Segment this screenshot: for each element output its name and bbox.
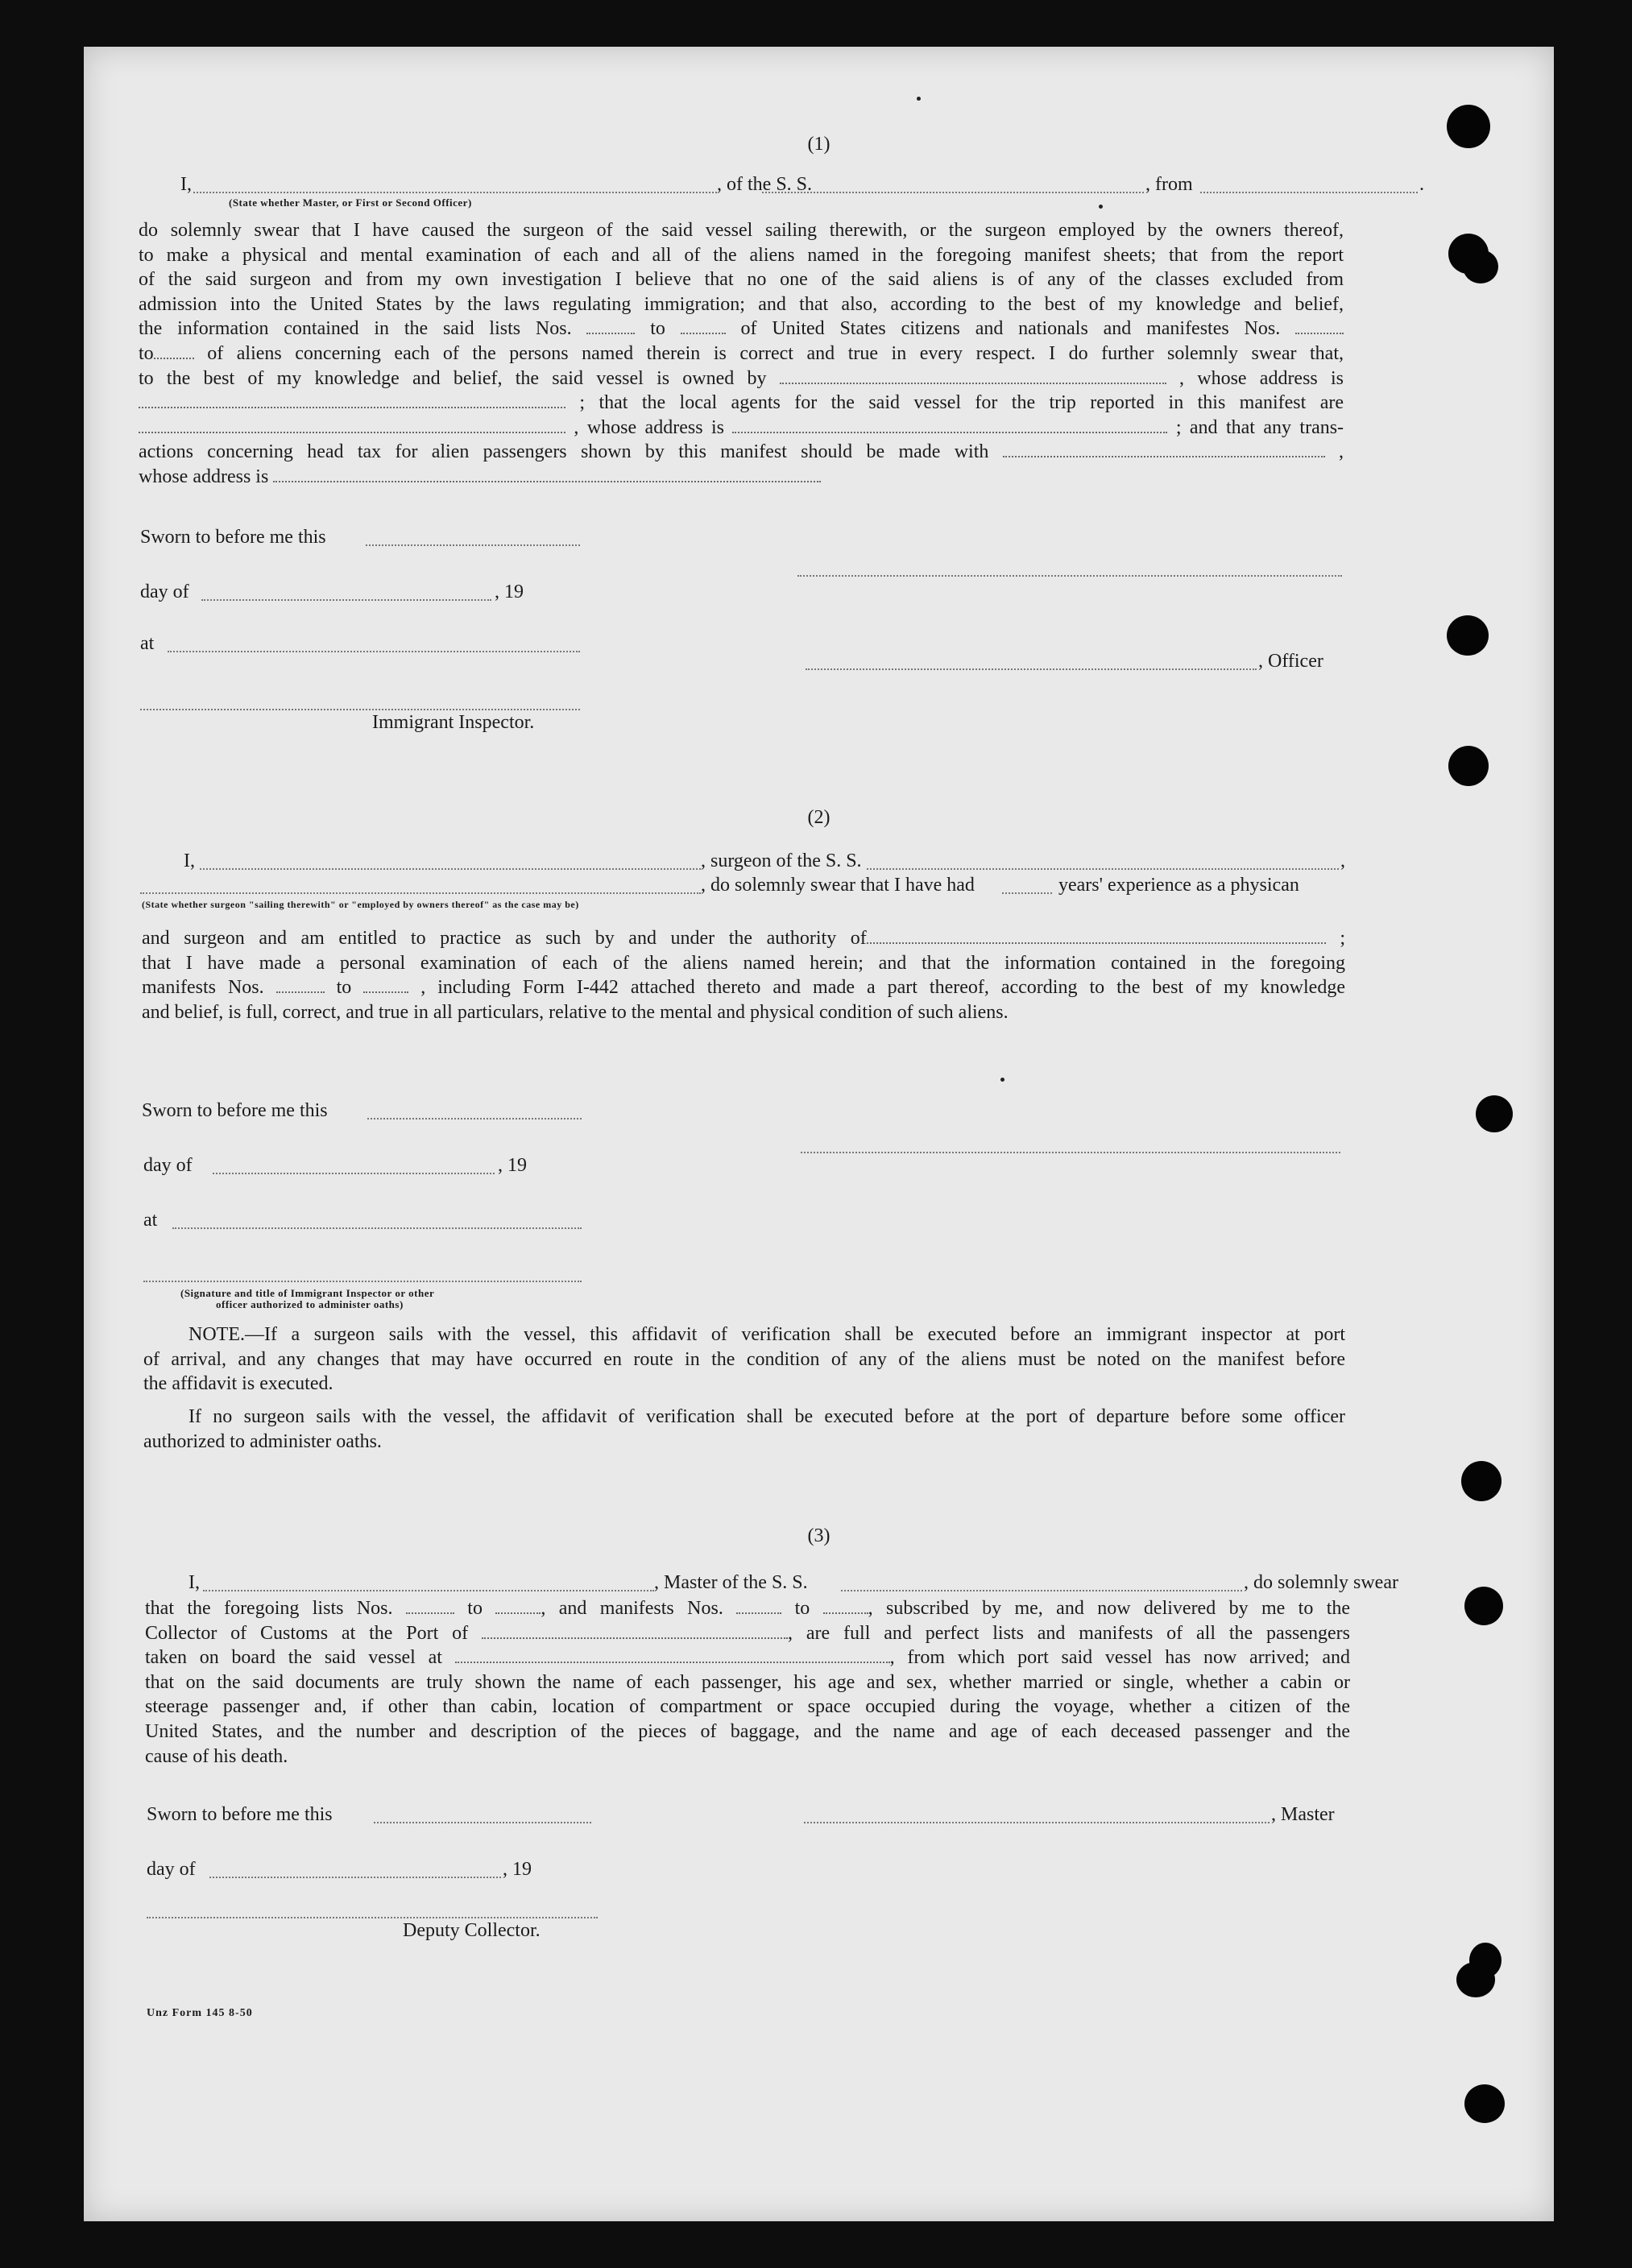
text-seg: to [794,1598,810,1619]
officer-label: , Officer [1258,651,1323,672]
text-seg: , including Form I-442 attached thereto and made a part thereof, according to the best of my knowledge [420,977,1345,999]
at-place-field[interactable] [172,1226,582,1229]
manifest-to-field[interactable] [823,1598,868,1614]
oath-intro-I: I, [180,174,192,195]
text-seg: , whose address is [574,416,724,438]
port-field[interactable] [482,1623,788,1639]
sworn-label: Sworn to before me this [142,1100,328,1121]
list-from-field[interactable] [406,1598,454,1614]
text-line: cause of his death. [145,1745,288,1767]
text-line: that on the said documents are truly shown the name of each passenger, his age and sex, whether married or single, whether a cabin or [145,1671,1350,1693]
of-the-ss-label: , of the S. S. [717,174,813,195]
master-signature-line[interactable] [804,1820,1270,1823]
oath-paragraph-2 [142,926,1345,1024]
text-seg: to [467,1598,483,1619]
manifest-affidavit-page [84,47,1554,2221]
vessel-name-field[interactable] [762,190,1144,193]
text-line [142,975,1345,1000]
surgeon-type-field[interactable] [140,891,701,894]
binder-hole [1464,1587,1503,1625]
year-label: , 19 [495,581,524,602]
text-line: of the said surgeon and from my own investigation I believe that no one of the said aliens is of any of the classes excluded from [139,269,1344,291]
binder-hole [1461,1461,1502,1501]
sworn-date-field[interactable] [367,1116,582,1120]
list-to-field[interactable] [681,318,726,334]
years-field[interactable] [1002,891,1052,894]
text-seg: to [650,318,665,340]
text-seg: Collector of Customs at the Port of [145,1622,469,1644]
master-name-field[interactable] [193,190,717,193]
text-seg: and surgeon and am entitled to practice as such by and under the authority of [142,928,867,949]
from-port-field[interactable] [1200,190,1418,193]
text-seg: that the foregoing lists Nos. [145,1598,393,1619]
sworn-label: Sworn to before me this [140,527,326,548]
manifest-from-field[interactable] [736,1598,781,1614]
oath-intro-I: I, [188,1572,200,1593]
text-line: the affidavit is executed. [143,1373,333,1395]
owner-field[interactable] [780,368,1166,384]
text-seg: actions concerning head tax for alien passengers shown by this manifest should be made with [139,441,989,463]
collector-signature-line[interactable] [147,1915,598,1918]
ink-speck [1000,1078,1004,1082]
sworn-date-field[interactable] [366,543,580,546]
surgeon-caption: (State whether surgeon "sailing therewith" or "employed by owners thereof" as the case may be) [142,899,579,910]
sworn-label: Sworn to before me this [147,1804,333,1825]
officer-signature-line[interactable] [797,573,1342,577]
text-seg: to [139,342,154,364]
text-line: and belief, is full, correct, and true in all particulars, relative to the mental and physical condition of such aliens. [142,1001,1009,1023]
text-line: that I have made a personal examination of each of the aliens named herein; and that the information contained in the foregoing [142,952,1345,974]
text-line [145,1596,1350,1621]
manifest-to-field[interactable] [154,343,194,359]
binder-hole [1456,1962,1495,1997]
text-line: authorized to administer oaths. [143,1430,382,1452]
text-line [145,1645,1350,1670]
vessel-name-field[interactable] [867,867,1339,870]
text-line [139,341,1344,366]
physician-label: years' experience as a physican [1058,875,1299,896]
text-seg: of United States citizens and nationals and manifestes Nos. [740,318,1281,340]
list-from-field[interactable] [586,318,635,334]
text-seg: , and manifests Nos. [541,1598,723,1619]
ink-speck [1099,205,1103,209]
text-line: of arrival, and any changes that may have occurred en route in the condition of any of the aliens must be noted on the manifest before [143,1348,1345,1370]
list-to-field[interactable] [495,1598,541,1614]
boarding-port-field[interactable] [455,1647,890,1663]
local-agents-field[interactable] [139,417,565,433]
month-field[interactable] [213,1171,495,1174]
binder-hole [1447,615,1489,656]
text-line [139,317,1344,341]
text-line: do solemnly swear that I have caused the surgeon of the said vessel sailing therewith, or the surgeon employed by the owners thereof, [139,220,1344,241]
at-place-field[interactable] [168,649,580,652]
master-of-ss-label: , Master of the S. S. [654,1572,808,1593]
text-seg: ; and that any trans- [1175,416,1344,438]
text-seg: , subscribed by me, and now delivered by me to the [868,1598,1351,1619]
note-paragraph-2 [143,1405,1345,1454]
ink-speck [917,97,921,101]
month-field[interactable] [201,598,491,601]
text-seg: , whose address is [1179,367,1344,389]
master-name-field[interactable] [203,1588,654,1591]
text-line: NOTE.—If a surgeon sails with the vessel, this affidavit of verification shall be executed before an immigrant inspector at port [188,1324,1345,1345]
text-seg: to the best of my knowledge and belief, the said vessel is owned by [139,367,767,389]
text-line: admission into the United States by the laws regulating immigration; and that also, according to the best of my knowledge and belief, [139,293,1344,315]
text-line [145,1621,1350,1646]
line-end: . [1419,174,1424,195]
section-number: (1) [807,134,830,155]
swear-years-label: , do solemnly swear that I have had [701,875,975,896]
text-seg: , from which port said vessel has now arrived; and [889,1647,1351,1669]
text-line: If no surgeon sails with the vessel, the affidavit of verification shall be executed before at the port of departure before some officer [188,1406,1345,1427]
day-of-label: day of [140,581,189,602]
day-of-label: day of [143,1155,193,1176]
binder-hole [1448,746,1489,786]
text-line [139,391,1344,416]
master-caption: (State whether Master, or First or Second Officer) [229,197,472,209]
month-field[interactable] [209,1875,501,1878]
collector-label: Deputy Collector. [403,1920,541,1941]
text-seg: ; that the local agents for the said vessel for the trip reported in this manifest are [579,392,1344,414]
note-paragraph [143,1322,1345,1397]
text-line [142,926,1345,951]
vessel-name-field[interactable] [841,1588,1242,1591]
year-label: , 19 [503,1859,532,1880]
manifest-from-field[interactable] [276,977,325,993]
signature-caption: (Signature and title of Immigrant Inspector or other [180,1287,435,1299]
from-label: , from [1145,174,1193,195]
officer-name-line[interactable] [806,667,1257,670]
text-line [139,465,1344,490]
surgeon-signature-line[interactable] [801,1150,1340,1153]
inspector-signature-line[interactable] [143,1279,582,1282]
binder-hole [1464,2084,1505,2123]
text-line [139,440,1344,465]
text-seg: of aliens concerning each of the persons named therein is correct and true in every respect. I do further solemnly swear that, [207,342,1344,364]
binder-hole [1463,250,1498,284]
text-seg: manifests Nos. [142,977,264,999]
oath-paragraph-3 [145,1596,1350,1769]
text-line [139,416,1344,441]
text-seg: taken on board the said vessel at [145,1647,442,1669]
text-line [139,366,1344,391]
year-label: , 19 [498,1155,527,1176]
manifest-from-field[interactable] [1295,318,1344,334]
oath-paragraph-1 [139,218,1344,490]
section-number: (2) [807,807,830,828]
surgeon-name-field[interactable] [200,867,701,870]
owner-address-field[interactable] [139,392,565,408]
form-number: Unz Form 145 8-50 [147,2007,253,2019]
text-seg: , [1339,441,1344,463]
swear-label: , do solemnly swear [1244,1572,1398,1593]
oath-intro-I: I, [184,850,195,871]
day-of-label: day of [147,1859,196,1880]
manifest-to-field[interactable] [363,977,408,993]
master-label: , Master [1271,1804,1335,1825]
text-seg: , are full and perfect lists and manifests of all the passengers [788,1622,1351,1644]
at-label: at [143,1210,158,1231]
text-line: to make a physical and mental examination of each and all of the aliens named in the foregoing manifest sheets; that from the report [139,244,1344,266]
text-seg: the information contained in the said lists Nos. [139,318,572,340]
head-tax-agent-field[interactable] [1003,441,1325,457]
head-tax-address-field[interactable] [273,466,821,482]
section-number: (3) [807,1525,830,1546]
text-seg: whose address is [139,466,269,487]
inspector-signature-line[interactable] [140,707,580,710]
text-line: United States, and the number and description of the pieces of baggage, and the name and age of each deceased passenger and the [145,1720,1350,1742]
authority-field[interactable] [867,928,1326,944]
text-seg: ; [1340,928,1346,949]
text-line: steerage passenger and, if other than cabin, location of compartment or space occupied during the voyage, whether a citizen of the [145,1696,1350,1718]
binder-hole [1476,1095,1513,1132]
surgeon-of-ss-label: , surgeon of the S. S. [701,850,862,871]
sworn-date-field[interactable] [374,1820,591,1823]
inspector-label: Immigrant Inspector. [372,712,535,733]
text-seg: to [336,977,352,999]
agents-address-field[interactable] [732,417,1167,433]
at-label: at [140,633,155,654]
line-end: , [1340,850,1345,871]
signature-caption: officer authorized to administer oaths) [216,1298,404,1310]
